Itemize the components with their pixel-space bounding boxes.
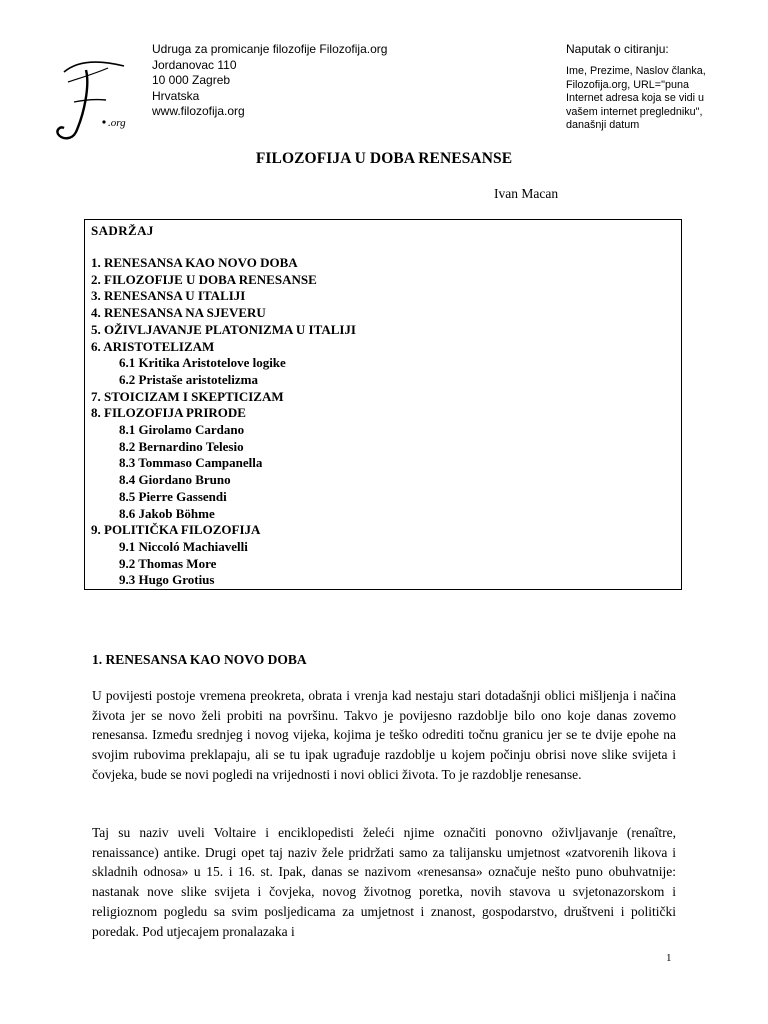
toc-item[interactable]: 6.1 Kritika Aristotelove logike <box>119 355 286 371</box>
toc-item[interactable]: 3. RENESANSA U ITALIJI <box>91 288 246 304</box>
logo-org-text: .org <box>108 117 126 129</box>
toc-item[interactable]: 4. RENESANSA NA SJEVERU <box>91 305 266 321</box>
org-website: www.filozofija.org <box>152 104 245 118</box>
section-heading: 1. RENESANSA KAO NOVO DOBA <box>92 652 307 667</box>
body-paragraph: Taj su naziv uveli Voltaire i enciklopedisti želeći njime označiti ponovno oživljavanje (renaître, renaissance) antike. Drugi opet taj naziv žele pridržati samo za talijansku umjetnost «zatvorenih likova i skladnih odnosa» u 15. i 16. st. Ipak, danas se nazivom «renesansa» označuje nešto puno obuhvatnije: nastanak nove slike svijeta i čovjeka, novog životnog poretka, novih stavova u svjetonazorskom i religioznom pogledu sa svim posljedicama za umjetnost i znanost, gospodarstvo, društveni i politički poredak. Pod utjecajem pronalazaka i <box>92 825 676 939</box>
toc-item[interactable]: 8.4 Giordano Bruno <box>119 472 231 488</box>
citation-line: Ime, Prezime, Naslov članka, <box>566 65 706 77</box>
toc-item[interactable]: 1. RENESANSA KAO NOVO DOBA <box>91 255 298 270</box>
toc-item[interactable]: 6. ARISTOTELIZAM <box>91 338 215 354</box>
toc-item[interactable]: 8.1 Girolamo Cardano <box>119 422 245 438</box>
filozofija-logo <box>50 56 132 144</box>
toc-item[interactable]: 9.1 Niccoló Machiavelli <box>119 538 248 554</box>
org-street: Jordanovac 110 <box>152 57 237 72</box>
body-paragraph: U povijesti postoje vremena preokreta, obrata i vrenja kad nestaju stari dotadašnji oblici mišljenja i načina života jer se novo želi probiti na površinu. Takvo je povijesno razdoblje bilo ono koje danas zovemo renesansa. Između srednjeg i novog vijeka, kojima je teško odrediti točnu granicu jer se te dvije epohe na svojim rubovima preklapaju, ali se tu ipak ugrađuje razdoblje u kojem počinju obrisi nove slike svijeta i čovjeka, bude se novi pogledi na vrijednosti i novi oblici života. To je razdoblje renesanse. <box>92 688 676 782</box>
toc-heading: SADRŽAJ <box>91 223 154 238</box>
toc-item[interactable]: 8.3 Tommaso Campanella <box>119 455 263 471</box>
toc-item[interactable]: 5. OŽIVLJAVANJE PLATONIZMA U ITALIJI <box>91 321 356 337</box>
toc-item[interactable]: 9. POLITIČKA FILOZOFIJA <box>91 522 261 538</box>
document-title: FILOZOFIJA U DOBA RENESANSE <box>255 150 513 167</box>
toc-item[interactable]: 9.3 Hugo Grotius <box>119 572 215 588</box>
citation-line: današnji datum <box>566 119 640 132</box>
toc-item[interactable]: 8.2 Bernardino Telesio <box>119 438 244 454</box>
toc-item[interactable]: 7. STOICIZAM I SKEPTICIZAM <box>91 388 284 404</box>
citation-title: Naputak o citiranju: <box>566 42 669 56</box>
org-city: 10 000 Zagreb <box>152 73 231 87</box>
citation-line: Filozofija.org, URL="puna <box>566 78 689 91</box>
org-name: Udruga za promicanje filozofije Filozofija.org <box>152 42 388 56</box>
citation-line: vašem internet pregledniku", <box>566 105 703 118</box>
author-name: Ivan Macan <box>494 186 559 201</box>
page-number: 1 <box>666 952 672 964</box>
toc-item[interactable]: 8.5 Pierre Gassendi <box>119 488 227 504</box>
citation-guide <box>566 42 762 133</box>
organization-info <box>152 42 387 120</box>
citation-line: Internet adresa koja se vidi u <box>566 92 705 105</box>
org-country: Hrvatska <box>152 88 200 103</box>
table-of-contents <box>84 219 682 590</box>
toc-item[interactable]: 8. FILOZOFIJA PRIRODE <box>91 405 246 421</box>
toc-item[interactable]: 2. FILOZOFIJE U DOBA RENESANSE <box>91 271 317 287</box>
toc-item[interactable]: 9.2 Thomas More <box>119 555 217 571</box>
toc-list <box>91 255 675 589</box>
toc-item[interactable]: 8.6 Jakob Böhme <box>119 505 215 521</box>
toc-item[interactable]: 6.2 Pristaše aristotelizma <box>119 371 258 387</box>
citation-body <box>566 65 762 133</box>
